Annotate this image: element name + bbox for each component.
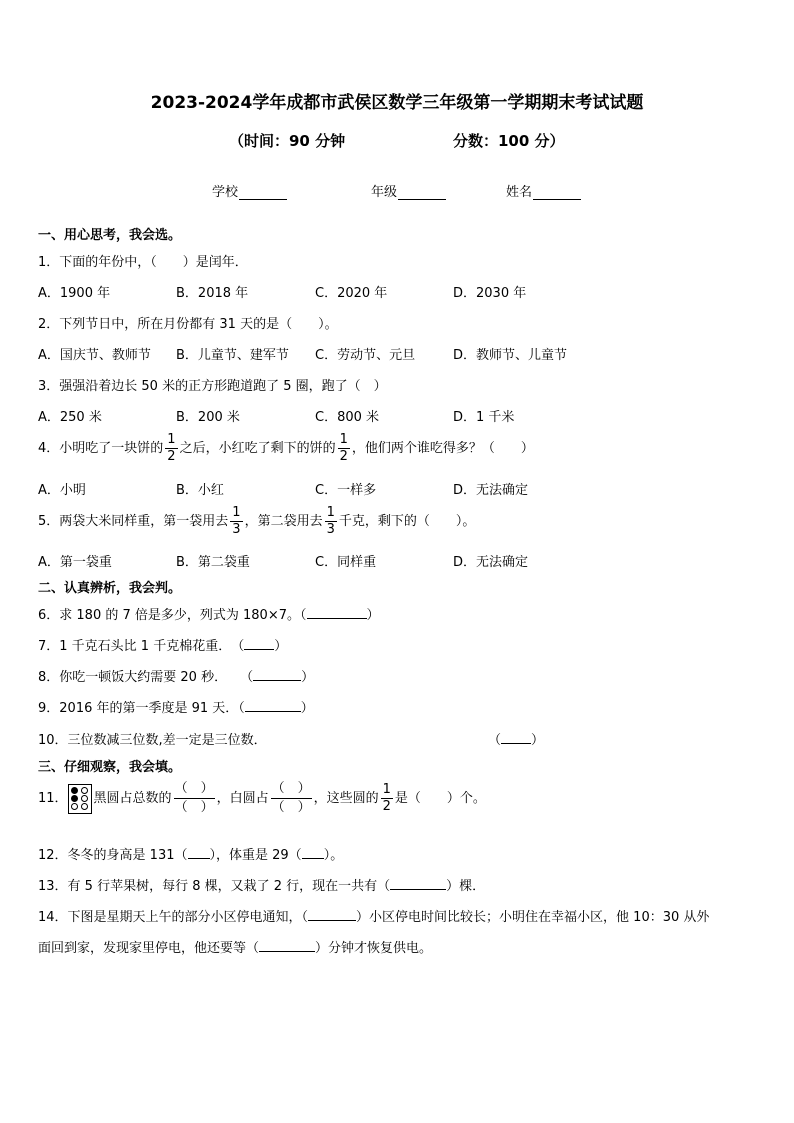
name-blank[interactable] [533, 185, 581, 200]
q6-text: 6．求 180 的 7 倍是多少，列式为 180×7。（ [38, 608, 307, 623]
circles-figure [68, 784, 92, 814]
school-blank[interactable] [239, 185, 287, 200]
q5-frac2-numerator: 1 [326, 505, 335, 520]
q3-option-c[interactable]: C．800 米 [315, 410, 380, 425]
q12-text-mid: ），体重是 29（ [209, 848, 302, 863]
q5-text-pre: 5．两袋大米同样重，第一袋用去 [38, 514, 229, 529]
q9-answer-blank[interactable] [245, 699, 301, 712]
white-circle [71, 803, 78, 810]
q14-text-2a: 面回到家，发现家里停电，他还要等（ [38, 941, 260, 956]
exam-score: 分数：100 分） [453, 132, 565, 150]
q12-text-end: ）。 [323, 848, 344, 863]
q8-text-end: ） [301, 670, 315, 685]
q11-text-4: 是（ ）个。 [394, 791, 486, 806]
grade-label: 年级 [371, 185, 398, 200]
q5-fraction-2 [325, 505, 337, 538]
question-14-line-2 [38, 937, 432, 956]
q5-option-a[interactable]: A．第一袋重 [38, 555, 112, 570]
section-3-title: 三、仔细观察，我会填。 [38, 760, 182, 775]
q11-black-fraction[interactable] [174, 780, 215, 817]
q1-option-d[interactable]: D．2030 年 [453, 286, 527, 301]
q12-weight-blank[interactable] [302, 846, 324, 859]
q5-option-c[interactable]: C．同样重 [315, 555, 377, 570]
question-4 [38, 432, 534, 465]
q2-option-a[interactable]: A．国庆节、教师节 [38, 348, 151, 363]
q11-text-1: 黑圆占总数的 [93, 791, 172, 806]
q7-text: 7．1 千克石头比 1 千克棉花重． （ [38, 639, 245, 654]
q10-answer [488, 729, 544, 748]
q5-frac2-denominator: 3 [326, 522, 335, 537]
q14-minutes-blank[interactable] [259, 939, 315, 952]
white-circle [81, 803, 88, 810]
q2-option-c[interactable]: C．劳动节、元旦 [315, 348, 416, 363]
q14-text-2b: ）分钟才恢复供电。 [315, 941, 433, 956]
q4-text-mid: 之后，小红吃了剩下的饼的 [179, 441, 336, 456]
q11-text-3: ，这些圆的 [313, 791, 379, 806]
q4-option-c[interactable]: C．一样多 [315, 483, 377, 498]
q10-paren-open: （ [488, 733, 502, 748]
page-title: 2023-2024学年成都市武侯区数学三年级第一学期期末考试试题 [150, 93, 644, 113]
q3-option-a[interactable]: A．250 米 [38, 410, 102, 425]
question-7 [38, 635, 287, 654]
q11-text-2: ，白圆占 [216, 791, 269, 806]
question-3: 3．强强沿着边长 50 米的正方形跑道跑了 5 圈，跑了（ ） [38, 379, 387, 394]
school-label: 学校 [212, 185, 239, 200]
q9-text: 9．2016 年的第一季度是 91 天．（ [38, 701, 245, 716]
q11-white-numerator[interactable]: （ ） [271, 780, 312, 799]
q5-text-post: 千克，剩下的（ ）。 [338, 514, 476, 529]
q4-option-d[interactable]: D．无法确定 [453, 483, 529, 498]
section-2-title: 二、认真辨析，我会判。 [38, 581, 182, 596]
question-5 [38, 505, 475, 538]
q13-answer-blank[interactable] [390, 877, 446, 890]
name-label: 姓名 [506, 185, 533, 200]
q11-white-denominator[interactable]: （ ） [271, 800, 311, 815]
school-field [212, 181, 287, 200]
q13-text-end: ）棵． [446, 879, 486, 894]
q3-option-b[interactable]: B．200 米 [176, 410, 240, 425]
question-11 [38, 780, 486, 817]
q2-option-b[interactable]: B．儿童节、建军节 [176, 348, 289, 363]
q4-frac2-denominator: 2 [339, 449, 348, 464]
q3-option-d[interactable]: D．1 千米 [453, 410, 515, 425]
question-13 [38, 875, 485, 894]
q4-frac2-numerator: 1 [339, 432, 348, 447]
q8-answer-blank[interactable] [253, 668, 301, 681]
question-2: 2．下列节日中，所在月份都有 31 天的是（ ）。 [38, 317, 338, 332]
exam-time: （时间：90 分钟 [229, 132, 346, 150]
question-10: 10．三位数减三位数,差一定是三位数． [38, 733, 267, 748]
q4-frac1-numerator: 1 [167, 432, 176, 447]
black-circle [71, 795, 78, 802]
q11-half-fraction [381, 782, 393, 815]
q12-height-blank[interactable] [188, 846, 210, 859]
question-6 [38, 604, 380, 623]
question-12 [38, 844, 343, 863]
q14-text-1a: 14．下图是星期天上午的部分小区停电通知，（ [38, 910, 309, 925]
q4-fraction-1 [165, 432, 177, 465]
q12-text: 12．冬冬的身高是 131（ [38, 848, 188, 863]
q11-black-numerator[interactable]: （ ） [174, 780, 215, 799]
q13-text: 13．有 5 行苹果树，每行 8 棵，又栽了 2 行，现在一共有（ [38, 879, 391, 894]
q5-frac1-numerator: 1 [232, 505, 241, 520]
q5-option-d[interactable]: D．无法确定 [453, 555, 529, 570]
q11-white-fraction[interactable] [271, 780, 312, 817]
white-circle [81, 787, 88, 794]
question-9 [38, 697, 314, 716]
q5-fraction-1 [230, 505, 242, 538]
q4-text-post: ，他们两个谁吃得多？（ ） [351, 441, 534, 456]
grade-blank[interactable] [398, 185, 446, 200]
q11-half-numerator: 1 [382, 782, 391, 797]
q4-frac1-denominator: 2 [167, 449, 176, 464]
question-8 [38, 666, 314, 685]
q4-option-a[interactable]: A．小明 [38, 483, 86, 498]
q9-text-end: ） [300, 701, 314, 716]
q5-option-b[interactable]: B．第二袋重 [176, 555, 250, 570]
q10-answer-blank[interactable] [501, 731, 531, 744]
q7-text-end: ） [274, 639, 288, 654]
q14-text-1b: ）小区停电时间比较长；小明住在幸福小区，他 10：30 从外 [356, 910, 710, 925]
q2-option-d[interactable]: D．教师节、儿童节 [453, 348, 568, 363]
q11-black-denominator[interactable]: （ ） [174, 800, 214, 815]
q1-option-c[interactable]: C．2020 年 [315, 286, 388, 301]
section-1-title: 一、用心思考，我会选。 [38, 228, 182, 243]
grade-field [371, 181, 446, 200]
q1-option-b[interactable]: B．2018 年 [176, 286, 249, 301]
q11-number: 11． [38, 791, 68, 806]
q4-fraction-2 [338, 432, 350, 465]
q10-paren-close: ） [531, 733, 545, 748]
q6-answer-blank[interactable] [307, 606, 367, 619]
name-field [506, 181, 581, 200]
q6-text-end: ） [366, 608, 380, 623]
q4-text-pre: 4．小明吃了一块饼的 [38, 441, 164, 456]
q1-option-a[interactable]: A．1900 年 [38, 286, 111, 301]
q5-text-mid: ，第二袋用去 [244, 514, 323, 529]
question-1: 1．下面的年份中，（ ）是闰年． [38, 255, 248, 270]
white-circle [81, 795, 88, 802]
q8-text: 8．你吃一顿饭大约需要 20 秒． （ [38, 670, 254, 685]
q7-answer-blank[interactable] [244, 637, 274, 650]
q11-half-denominator: 2 [382, 799, 391, 814]
q5-frac1-denominator: 3 [232, 522, 241, 537]
black-circle [71, 787, 78, 794]
q4-option-b[interactable]: B．小红 [176, 483, 224, 498]
q14-community-blank[interactable] [308, 908, 356, 921]
question-14-line-1 [38, 906, 709, 925]
